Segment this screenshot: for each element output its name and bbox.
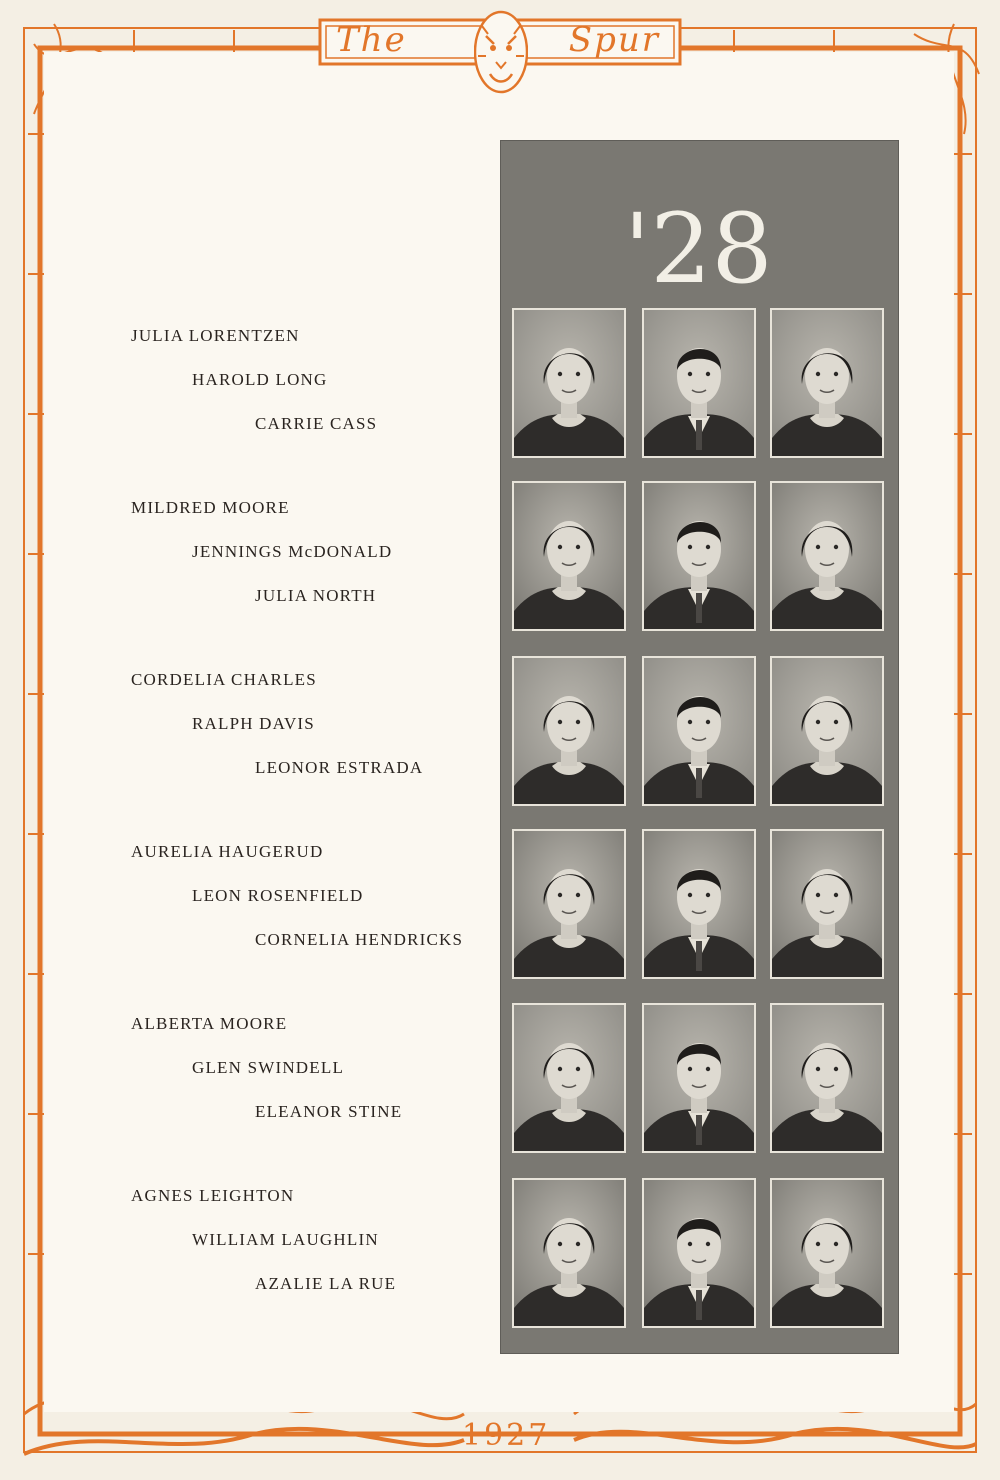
portrait-icon <box>644 483 754 629</box>
portrait-icon <box>644 1180 754 1326</box>
student-name: AGNES LEIGHTON <box>131 1186 295 1205</box>
portrait-photo <box>512 656 626 806</box>
portrait-photo <box>512 308 626 458</box>
portrait-photo <box>642 1003 756 1153</box>
portrait-photo <box>642 308 756 458</box>
student-name: MILDRED MOORE <box>131 498 290 517</box>
student-name: JULIA LORENTZEN <box>131 326 300 345</box>
portrait-photo <box>770 656 884 806</box>
portrait-icon <box>772 483 882 629</box>
portrait-photo <box>770 1178 884 1328</box>
portrait-icon <box>514 1180 624 1326</box>
portrait-icon <box>772 831 882 977</box>
student-name: ALBERTA MOORE <box>131 1014 288 1033</box>
portrait-photo <box>770 481 884 631</box>
student-name: AURELIA HAUGERUD <box>131 842 324 861</box>
student-name: CORNELIA HENDRICKS <box>255 930 464 949</box>
portrait-icon <box>644 1005 754 1151</box>
student-name: HAROLD LONG <box>192 370 328 389</box>
portrait-icon <box>772 1005 882 1151</box>
class-year-mark <box>618 190 778 300</box>
portrait-icon <box>772 310 882 456</box>
student-name: WILLIAM LAUGHLIN <box>192 1230 379 1249</box>
portrait-photo <box>770 308 884 458</box>
student-name: LEON ROSENFIELD <box>192 886 364 905</box>
portrait-icon <box>514 483 624 629</box>
student-name: JENNINGS McDONALD <box>192 542 393 561</box>
portrait-icon <box>514 1005 624 1151</box>
portrait-icon <box>644 658 754 804</box>
header-title-spur: Spur <box>568 20 660 60</box>
portrait-photo <box>770 1003 884 1153</box>
portrait-photo <box>770 829 884 979</box>
portrait-icon <box>514 310 624 456</box>
student-name: GLEN SWINDELL <box>192 1058 345 1077</box>
portrait-photo <box>512 481 626 631</box>
student-name: AZALIE LA RUE <box>255 1274 397 1293</box>
portrait-icon <box>772 658 882 804</box>
student-name: RALPH DAVIS <box>192 714 315 733</box>
portrait-photo <box>512 1003 626 1153</box>
portrait-icon <box>514 658 624 804</box>
tiger-head-icon <box>474 6 528 102</box>
portrait-icon <box>644 831 754 977</box>
header-banner <box>318 14 682 70</box>
portrait-photo <box>642 829 756 979</box>
footer-year: 1927 <box>462 1418 551 1453</box>
student-name: CORDELIA CHARLES <box>131 670 317 689</box>
header-title-the: The <box>336 20 407 60</box>
portrait-photo <box>642 481 756 631</box>
portrait-icon <box>514 831 624 977</box>
portrait-icon <box>772 1180 882 1326</box>
portrait-photo <box>642 1178 756 1328</box>
student-name: JULIA NORTH <box>255 586 377 605</box>
portrait-photo <box>512 829 626 979</box>
portrait-photo <box>642 656 756 806</box>
student-name: CARRIE CASS <box>255 414 378 433</box>
portrait-icon <box>644 310 754 456</box>
student-name: LEONOR ESTRADA <box>255 758 424 777</box>
student-name: ELEANOR STINE <box>255 1102 403 1121</box>
class-year-text: '28 <box>624 193 773 300</box>
portrait-photo <box>512 1178 626 1328</box>
